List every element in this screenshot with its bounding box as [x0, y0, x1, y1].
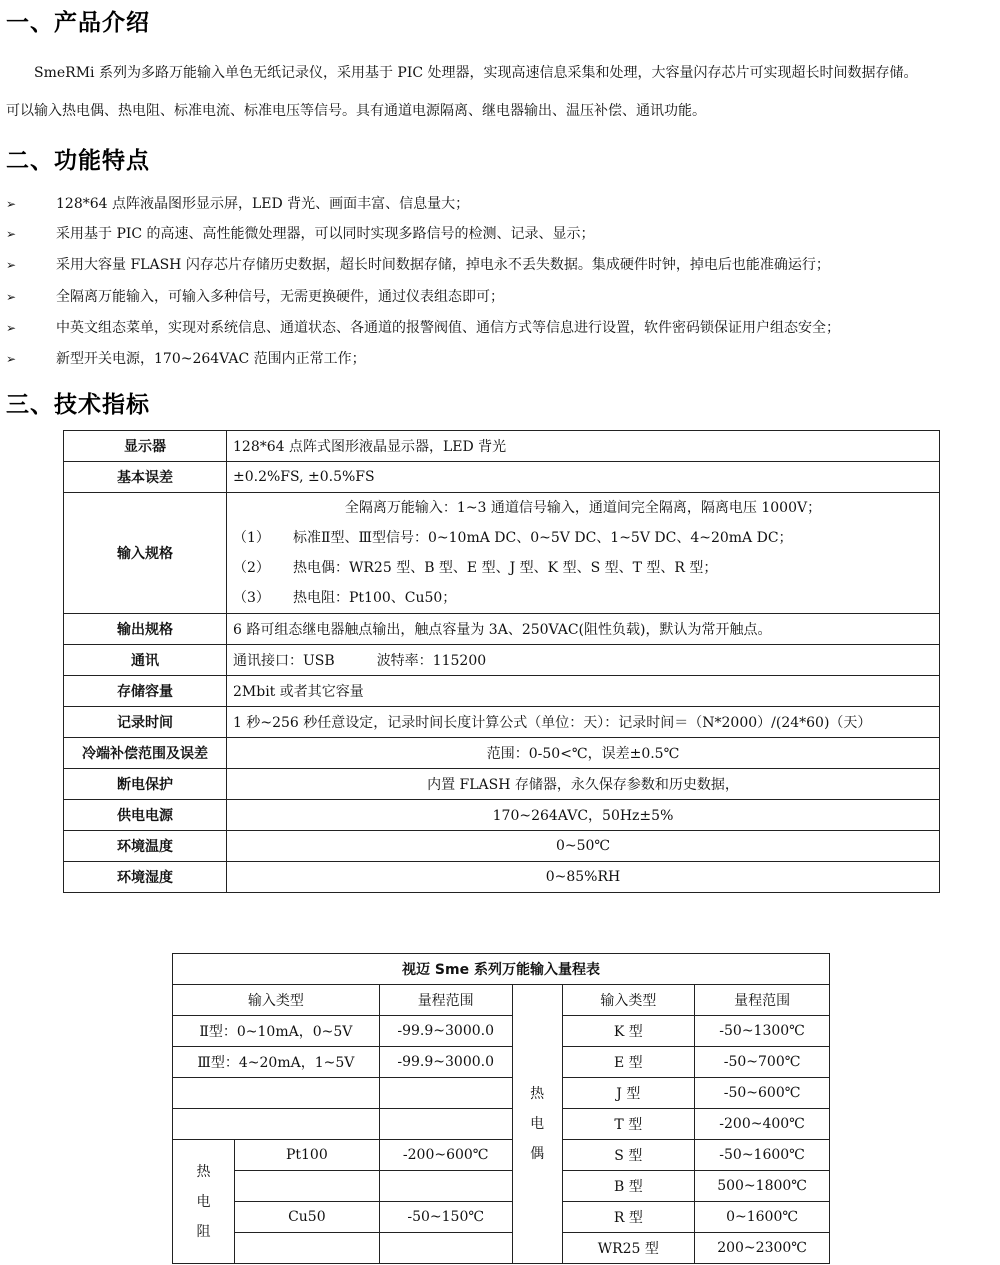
spec-row-record	[64, 707, 940, 738]
spec-value: 1 秒~256 秒任意设定，记录时间长度计算公式（单位：天）：记录时间＝（N*2000）/(24*60)（天）	[227, 707, 940, 738]
rtd-range-cell: -50~150℃	[379, 1202, 512, 1233]
range-title-row	[173, 954, 830, 985]
comm-interface: 通讯接口：USB	[233, 653, 335, 669]
bullet-arrow-icon: ➢	[6, 290, 17, 304]
tc-type-cell: E 型	[562, 1047, 695, 1078]
thermocouple-group-label	[512, 985, 562, 1264]
spec-value: 内置 FLASH 存储器，永久保存参数和历史数据，	[227, 769, 940, 800]
rtd-range-cell: -200~600℃	[379, 1140, 512, 1171]
tc-type-cell: R 型	[562, 1202, 695, 1233]
spec-label: 通讯	[64, 645, 227, 676]
spec-value: 170~264AVC，50Hz±5%	[227, 800, 940, 831]
intro-line-2: 可以输入热电偶、热电阻、标准电流、标准电压等信号。具有通道电源隔离、继电器输出、温压补偿、通讯功能。	[6, 103, 706, 119]
range-cell: -99.9~3000.0	[379, 1016, 512, 1047]
spec-value: 0~85%RH	[227, 862, 940, 893]
empty-cell	[379, 1233, 512, 1264]
table-row	[173, 1109, 830, 1140]
spec-label: 基本误差	[64, 462, 227, 493]
tc-range-cell: -200~400℃	[695, 1109, 830, 1140]
spec-value	[227, 645, 940, 676]
input-text: 热电偶：WR25 型、B 型、E 型、J 型、K 型、S 型、T 型、R 型；	[293, 560, 718, 576]
table-row	[173, 1016, 830, 1047]
tc-label-char: 电	[530, 1116, 545, 1132]
feature-item	[6, 319, 840, 337]
empty-cell	[173, 1109, 380, 1140]
tc-range-cell: -50~700℃	[695, 1047, 830, 1078]
spec-label: 输出规格	[64, 614, 227, 645]
spec-value: 2Mbit 或者其它容量	[227, 676, 940, 707]
empty-cell	[379, 1109, 512, 1140]
tc-range-cell: -50~600℃	[695, 1078, 830, 1109]
input-line: 全隔离万能输入：1~3 通道信号输入，通道间完全隔离，隔离电压 1000V；	[344, 500, 822, 516]
header-input-type: 输入类型	[173, 985, 380, 1016]
tc-type-cell: K 型	[562, 1016, 695, 1047]
range-table	[172, 953, 830, 1264]
bullet-arrow-icon: ➢	[6, 352, 17, 366]
table-row	[173, 1047, 830, 1078]
rtd-label-char: 电	[196, 1193, 211, 1210]
spec-row-cjc	[64, 738, 940, 769]
spec-row-power	[64, 800, 940, 831]
comm-baud: 波特率：115200	[376, 653, 487, 669]
feature-text: 全隔离万能输入，可输入多种信号，无需更换硬件，通过仪表组态即可；	[56, 289, 504, 305]
spec-label: 输入规格	[64, 493, 227, 614]
range-cell: -99.9~3000.0	[379, 1047, 512, 1078]
spec-label: 存储容量	[64, 676, 227, 707]
bullet-arrow-icon: ➢	[6, 197, 17, 211]
rtd-label-char: 阻	[196, 1223, 211, 1240]
tc-type-cell: J 型	[562, 1078, 695, 1109]
spec-table	[63, 430, 940, 893]
table-row	[173, 1078, 830, 1109]
tc-range-cell: -50~1300℃	[695, 1016, 830, 1047]
tc-range-cell: 500~1800℃	[695, 1171, 830, 1202]
tc-type-cell: WR25 型	[562, 1233, 695, 1264]
specs-heading: 三、技术指标	[6, 392, 150, 418]
features-heading: 二、功能特点	[6, 148, 150, 174]
empty-cell	[379, 1078, 512, 1109]
intro-line-1: SmeRMi 系列为多路万能输入单色无纸记录仪，采用基于 PIC 处理器，实现高速信息采集和处理，大容量闪存芯片可实现超长时间数据存储。	[34, 65, 918, 81]
tc-type-cell: B 型	[562, 1171, 695, 1202]
spec-label: 记录时间	[64, 707, 227, 738]
rtd-group-label	[173, 1140, 235, 1264]
table-row	[173, 1171, 830, 1202]
intro-heading: 一、产品介绍	[6, 10, 150, 36]
spec-value: 范围：0-50<℃，误差±0.5℃	[227, 738, 940, 769]
spec-value: 128*64 点阵式图形液晶显示器，LED 背光	[227, 431, 940, 462]
tc-range-cell: -50~1600℃	[695, 1140, 830, 1171]
input-text: 标准Ⅱ型、Ⅲ型信号：0~10mA DC、0~5V DC、1~5V DC、4~20mA DC；	[293, 530, 793, 546]
range-header-row	[173, 985, 830, 1016]
feature-item	[6, 288, 504, 306]
empty-cell	[379, 1171, 512, 1202]
bullet-arrow-icon: ➢	[6, 258, 17, 272]
input-text: 热电阻：Pt100、Cu50；	[293, 590, 457, 606]
table-row	[173, 1202, 830, 1233]
input-line	[233, 583, 933, 613]
input-num: （1）	[233, 530, 270, 546]
input-type-cell: Ⅱ型：0~10mA，0~5V	[173, 1016, 380, 1047]
input-num: （3）	[233, 590, 270, 606]
feature-text: 采用大容量 FLASH 闪存芯片存储历史数据，超长时间数据存储，掉电永不丢失数据。集成硬件时钟，掉电后也能准确运行；	[56, 257, 830, 273]
feature-text: 中英文组态菜单，实现对系统信息、通道状态、各通道的报警阀值、通信方式等信息进行设置，软件密码锁保证用户组态安全；	[56, 320, 840, 336]
tc-range-cell: 200~2300℃	[695, 1233, 830, 1264]
spec-row-error	[64, 462, 940, 493]
header-range: 量程范围	[379, 985, 512, 1016]
spec-row-comm	[64, 645, 940, 676]
spec-label: 断电保护	[64, 769, 227, 800]
spec-value: 0~50℃	[227, 831, 940, 862]
header-range: 量程范围	[695, 985, 830, 1016]
rtd-label-char: 热	[196, 1163, 211, 1180]
spec-row-temp	[64, 831, 940, 862]
spec-row-input	[64, 493, 940, 614]
tc-range-cell: 0~1600℃	[695, 1202, 830, 1233]
spec-label: 冷端补偿范围及误差	[64, 738, 227, 769]
spec-input-detail	[227, 493, 940, 614]
empty-cell	[234, 1171, 379, 1202]
table-row	[173, 1233, 830, 1264]
feature-text: 128*64 点阵液晶图形显示屏，LED 背光、画面丰富、信息量大；	[56, 196, 470, 212]
range-table-title: 视迈 Sme 系列万能输入量程表	[173, 954, 830, 985]
spec-label: 显示器	[64, 431, 227, 462]
tc-type-cell: T 型	[562, 1109, 695, 1140]
feature-item	[6, 225, 595, 243]
rtd-type-cell: Pt100	[234, 1140, 379, 1171]
bullet-arrow-icon: ➢	[6, 227, 17, 241]
feature-text: 新型开关电源，170~264VAC 范围内正常工作；	[56, 351, 366, 367]
header-input-type: 输入类型	[562, 985, 695, 1016]
tc-type-cell: S 型	[562, 1140, 695, 1171]
spec-row-storage	[64, 676, 940, 707]
spec-row-output	[64, 614, 940, 645]
input-type-cell: Ⅲ型：4~20mA，1~5V	[173, 1047, 380, 1078]
empty-cell	[234, 1233, 379, 1264]
spec-value: ±0.2%FS, ±0.5%FS	[227, 462, 940, 493]
input-line	[233, 553, 933, 583]
feature-item	[6, 256, 830, 274]
spec-row-poweroff	[64, 769, 940, 800]
empty-cell	[173, 1078, 380, 1109]
input-line	[233, 523, 933, 553]
feature-item	[6, 350, 366, 368]
input-num: （2）	[233, 560, 270, 576]
feature-text: 采用基于 PIC 的高速、高性能微处理器，可以同时实现多路信号的检测、记录、显示；	[56, 226, 595, 242]
spec-label: 环境温度	[64, 831, 227, 862]
spec-label: 供电电源	[64, 800, 227, 831]
spec-value: 6 路可组态继电器触点输出，触点容量为 3A、250VAC(阻性负载)，默认为常开触点。	[227, 614, 940, 645]
feature-item	[6, 195, 469, 213]
rtd-type-cell: Cu50	[234, 1202, 379, 1233]
spec-label: 环境湿度	[64, 862, 227, 893]
spec-row-display	[64, 431, 940, 462]
table-row	[173, 1140, 830, 1171]
spec-row-humidity	[64, 862, 940, 893]
bullet-arrow-icon: ➢	[6, 321, 17, 335]
tc-label-char: 偶	[530, 1146, 545, 1162]
tc-label-char: 热	[530, 1086, 545, 1102]
